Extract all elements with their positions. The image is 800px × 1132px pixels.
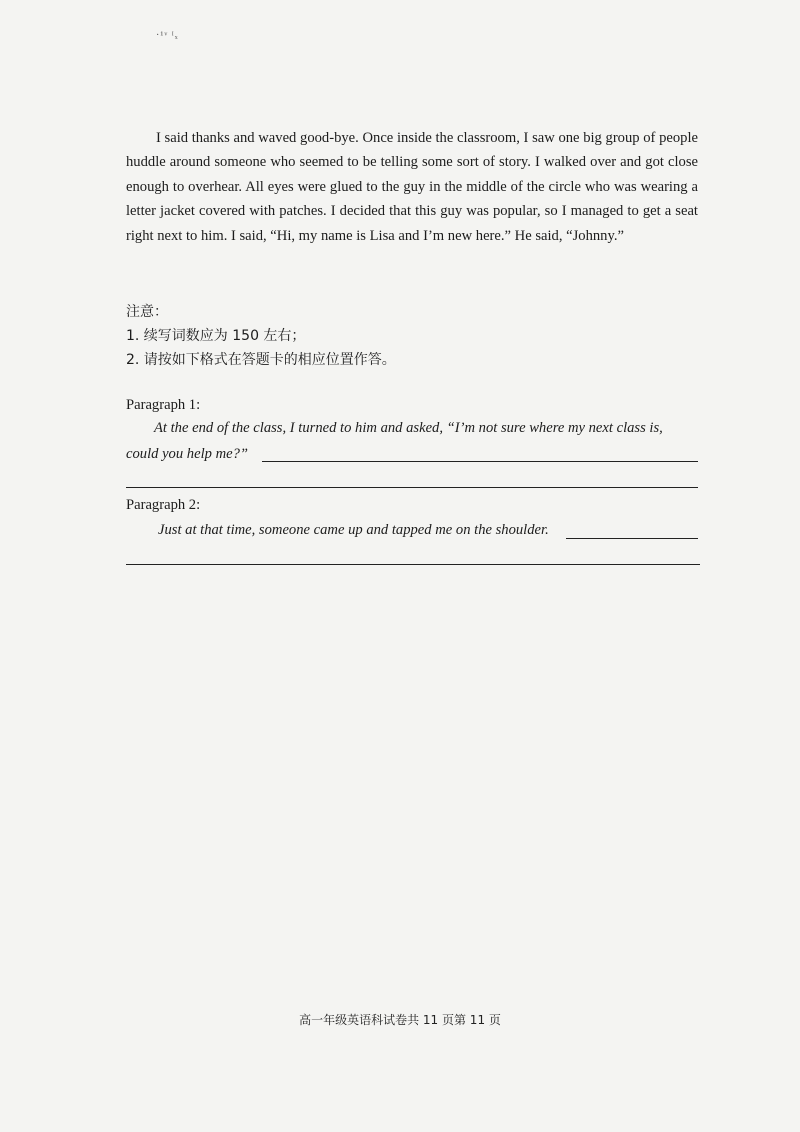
answer-line [126,564,700,565]
answer-line [566,538,698,539]
paragraph-1-prompt-line-1: At the end of the class, I turned to him and asked, “I’m not sure where my next class is, [154,420,663,436]
note-item-answer-format: 2. 请按如下格式在答题卡的相应位置作答。 [126,352,396,368]
answer-line [262,461,698,462]
paragraph-2-label: Paragraph 2: [126,497,201,513]
notes-section [126,300,396,372]
notes-heading: 注意： [126,304,168,320]
paragraph-2-prompt: Just at that time, someone came up and tapped me on the shoulder. [158,522,549,538]
paragraph-1-label: Paragraph 1: [126,397,201,413]
answer-line [126,487,698,488]
paragraph-1-prompt-line-2: could you help me?” [126,446,248,462]
scan-mark: ·¹ᵛ ᴵₓ [156,30,179,41]
story-passage: I said thanks and waved good-bye. Once inside the classroom, I saw one big group of people huddle around someone who seemed to be telling some sort of story. I walked over and got close enough to overhear. All eyes were glued to the guy in the middle of the circle who was wearing a letter jacket covered with patches. I decided that this guy was popular, so I managed to get a seat right next to him. I said, “Hi, my name is Lisa and I’m new here.” He said, “Johnny.” [126,130,698,244]
page-footer: 高一年级英语科试卷共 11 页第 11 页 [299,1013,501,1027]
note-item-word-count: 1. 续写词数应为 150 左右； [126,328,306,344]
